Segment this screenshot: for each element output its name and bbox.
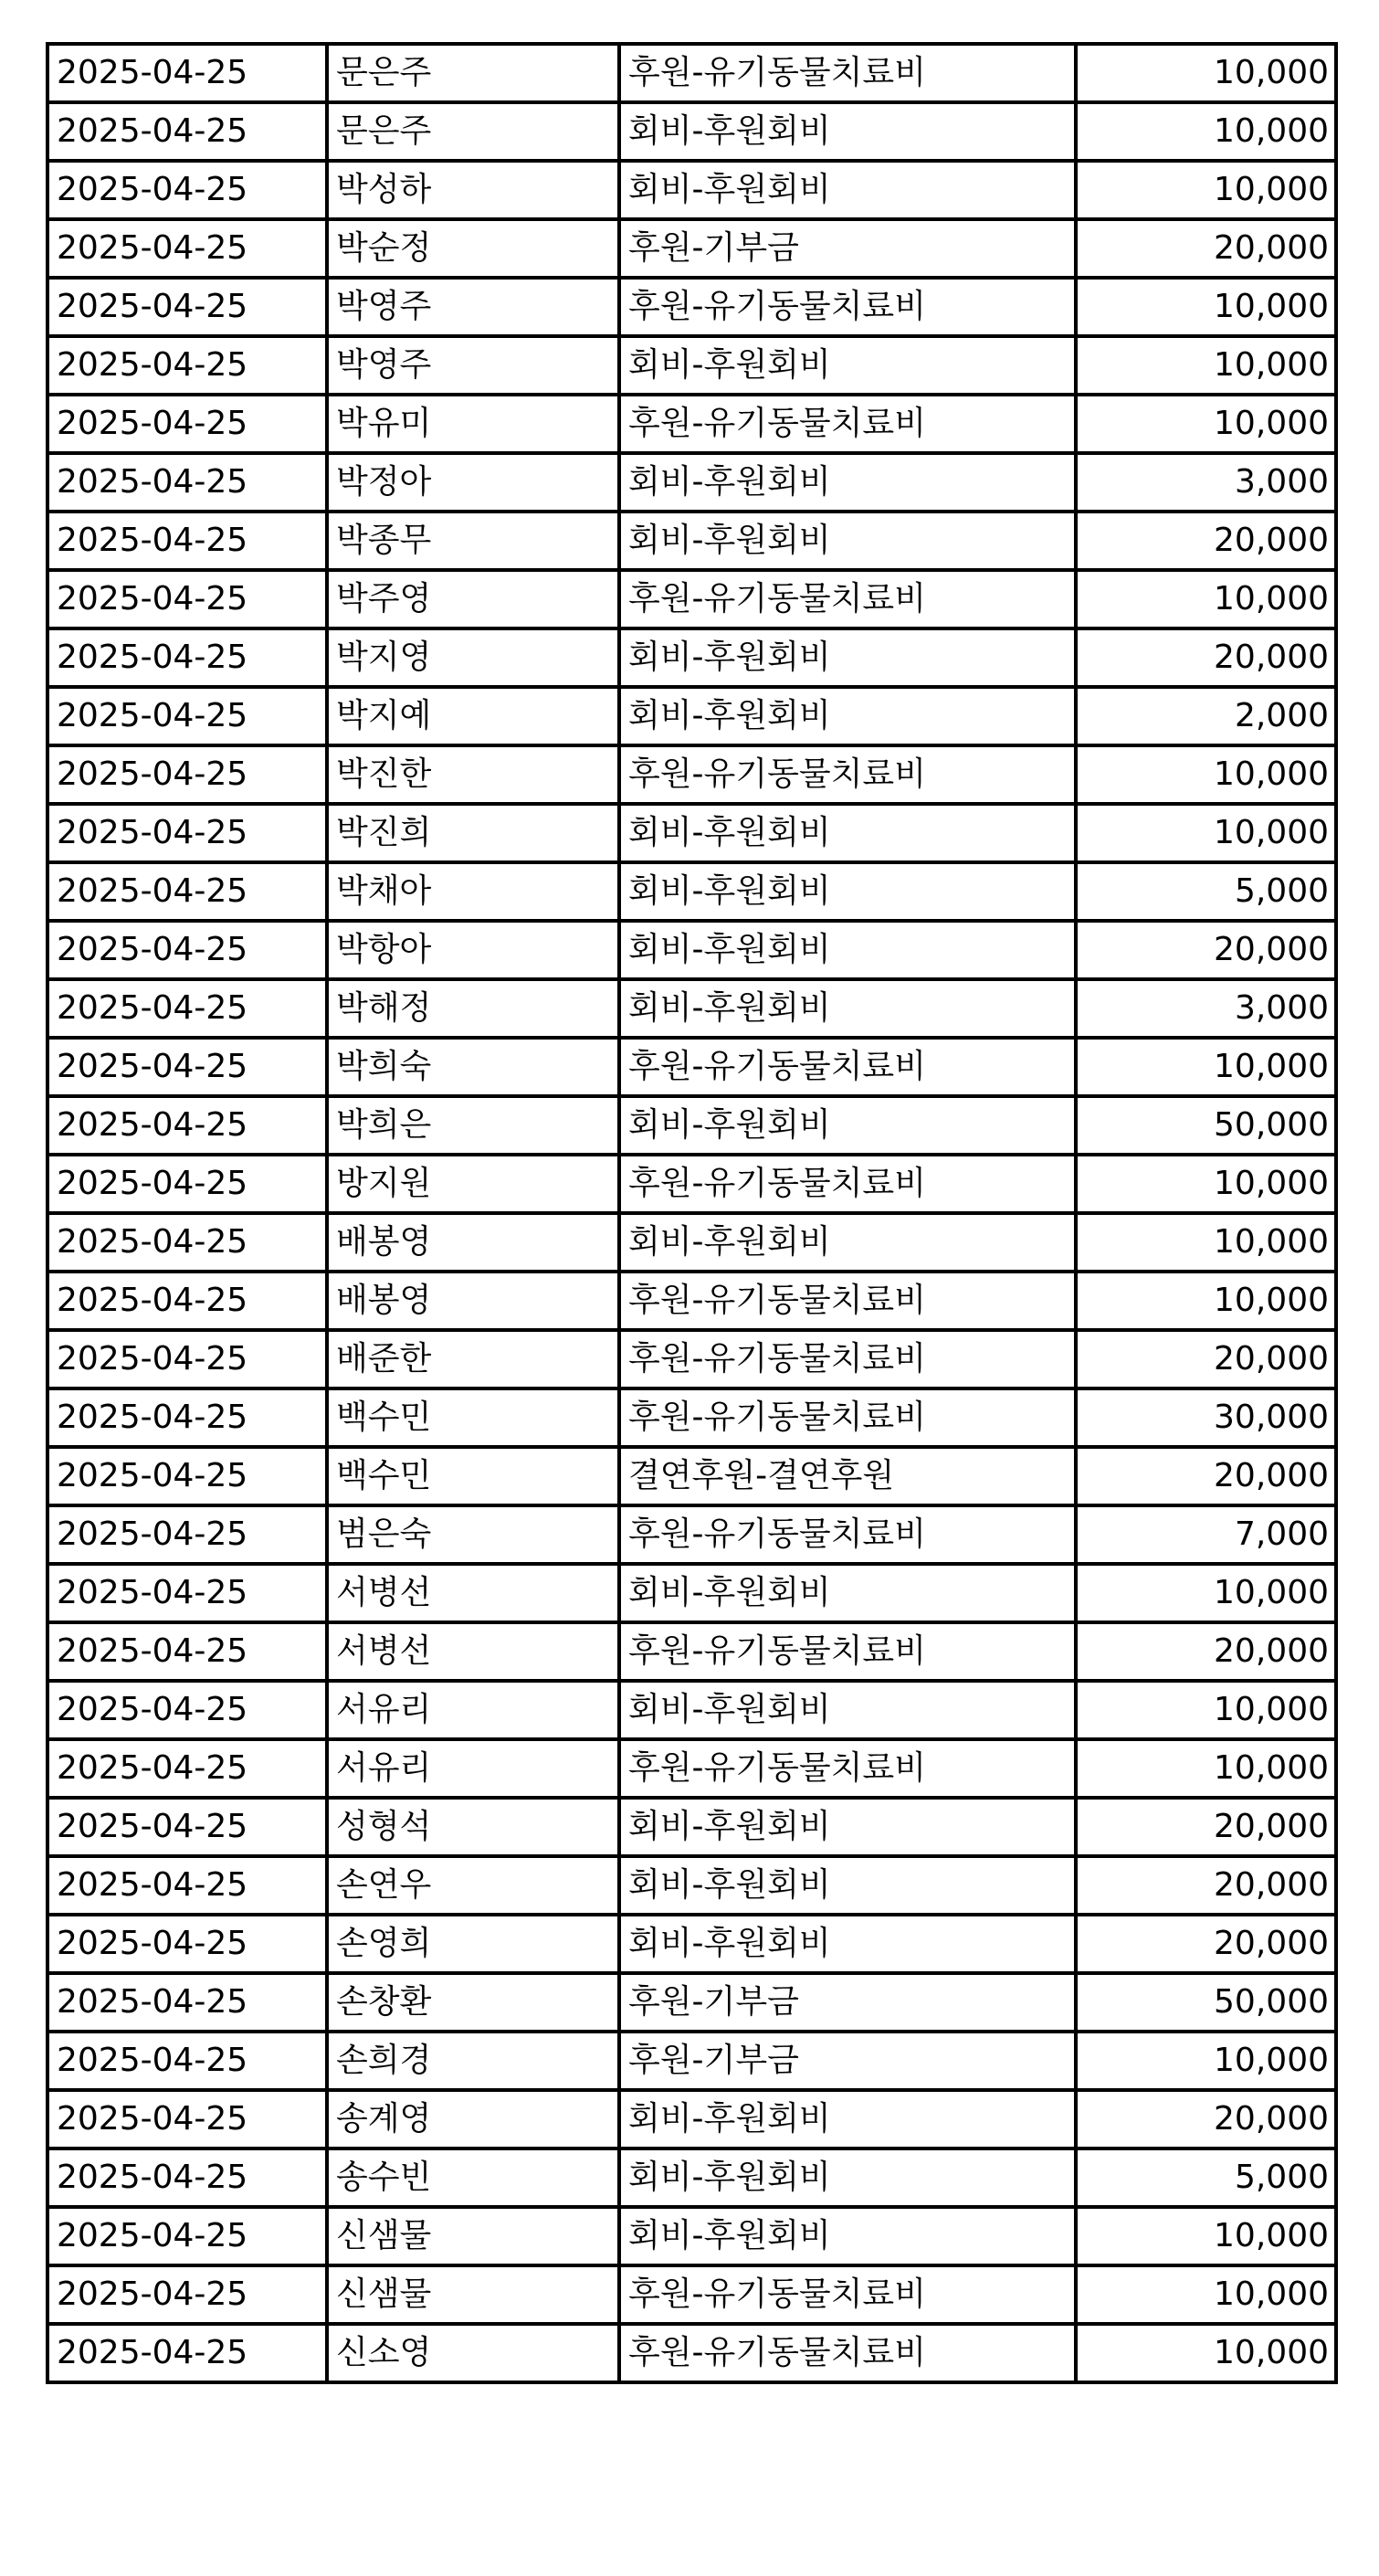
category-cell: 후원-유기동물치료비 [619,2324,1076,2382]
donor-name-cell: 서유리 [327,1681,619,1739]
amount-cell: 10,000 [1076,804,1336,862]
date-cell: 2025-04-25 [47,1915,327,1973]
date-cell: 2025-04-25 [47,1330,327,1388]
date-cell: 2025-04-25 [47,1096,327,1155]
date-cell: 2025-04-25 [47,1564,327,1622]
amount-cell: 50,000 [1076,1096,1336,1155]
category-cell: 후원-유기동물치료비 [619,1038,1076,1096]
amount-cell: 10,000 [1076,1155,1336,1213]
date-cell: 2025-04-25 [47,862,327,921]
donation-ledger-table [46,42,1338,2384]
table-row [47,862,1336,921]
date-cell: 2025-04-25 [47,2324,327,2382]
table-row [47,1564,1336,1622]
amount-cell: 10,000 [1076,1681,1336,1739]
date-cell: 2025-04-25 [47,1388,327,1447]
table-row [47,512,1336,570]
table-row [47,628,1336,687]
donor-name-cell: 박성하 [327,161,619,219]
table-row [47,278,1336,336]
date-cell: 2025-04-25 [47,219,327,278]
date-cell: 2025-04-25 [47,278,327,336]
amount-cell: 10,000 [1076,1272,1336,1330]
category-cell: 후원-유기동물치료비 [619,1155,1076,1213]
donor-name-cell: 송수빈 [327,2148,619,2207]
amount-cell: 20,000 [1076,1915,1336,1973]
donor-name-cell: 박종무 [327,512,619,570]
date-cell: 2025-04-25 [47,745,327,804]
donor-name-cell: 신샘물 [327,2265,619,2324]
amount-cell: 20,000 [1076,219,1336,278]
category-cell: 후원-유기동물치료비 [619,1622,1076,1681]
table-row [47,336,1336,395]
category-cell: 후원-기부금 [619,219,1076,278]
date-cell: 2025-04-25 [47,44,327,102]
date-cell: 2025-04-25 [47,570,327,628]
category-cell: 회비-후원회비 [619,512,1076,570]
donor-name-cell: 박진한 [327,745,619,804]
category-cell: 후원-유기동물치료비 [619,278,1076,336]
amount-cell: 20,000 [1076,1330,1336,1388]
date-cell: 2025-04-25 [47,1798,327,1856]
donor-name-cell: 박정아 [327,453,619,512]
table-row [47,1739,1336,1798]
category-cell: 회비-후원회비 [619,2148,1076,2207]
amount-cell: 7,000 [1076,1505,1336,1564]
date-cell: 2025-04-25 [47,1038,327,1096]
date-cell: 2025-04-25 [47,2032,327,2090]
amount-cell: 20,000 [1076,1447,1336,1505]
category-cell: 회비-후원회비 [619,1096,1076,1155]
date-cell: 2025-04-25 [47,453,327,512]
amount-cell: 10,000 [1076,336,1336,395]
donor-name-cell: 백수민 [327,1447,619,1505]
amount-cell: 10,000 [1076,2032,1336,2090]
amount-cell: 20,000 [1076,512,1336,570]
amount-cell: 10,000 [1076,2265,1336,2324]
donor-name-cell: 손영희 [327,1915,619,1973]
category-cell: 후원-유기동물치료비 [619,44,1076,102]
table-row [47,2032,1336,2090]
table-row [47,1681,1336,1739]
donor-name-cell: 백수민 [327,1388,619,1447]
amount-cell: 20,000 [1076,921,1336,979]
category-cell: 후원-유기동물치료비 [619,1388,1076,1447]
category-cell: 회비-후원회비 [619,804,1076,862]
donor-name-cell: 신소영 [327,2324,619,2382]
amount-cell: 10,000 [1076,2324,1336,2382]
amount-cell: 10,000 [1076,395,1336,453]
table-row [47,1155,1336,1213]
category-cell: 회비-후원회비 [619,2207,1076,2265]
date-cell: 2025-04-25 [47,336,327,395]
amount-cell: 10,000 [1076,278,1336,336]
date-cell: 2025-04-25 [47,804,327,862]
donor-name-cell: 박유미 [327,395,619,453]
date-cell: 2025-04-25 [47,395,327,453]
amount-cell: 5,000 [1076,2148,1336,2207]
date-cell: 2025-04-25 [47,687,327,745]
donor-name-cell: 서병선 [327,1622,619,1681]
amount-cell: 3,000 [1076,979,1336,1038]
amount-cell: 20,000 [1076,628,1336,687]
amount-cell: 20,000 [1076,2090,1336,2148]
table-row [47,102,1336,161]
category-cell: 회비-후원회비 [619,1915,1076,1973]
donor-name-cell: 박채아 [327,862,619,921]
amount-cell: 10,000 [1076,1038,1336,1096]
amount-cell: 20,000 [1076,1798,1336,1856]
donor-name-cell: 박주영 [327,570,619,628]
table-row [47,804,1336,862]
table-row [47,2265,1336,2324]
table-row [47,2207,1336,2265]
table-row [47,453,1336,512]
donor-name-cell: 박진희 [327,804,619,862]
category-cell: 회비-후원회비 [619,628,1076,687]
amount-cell: 10,000 [1076,1213,1336,1272]
ledger-body [47,44,1336,2382]
category-cell: 회비-후원회비 [619,1213,1076,1272]
table-row [47,2090,1336,2148]
donor-name-cell: 서유리 [327,1739,619,1798]
table-row [47,2148,1336,2207]
date-cell: 2025-04-25 [47,1739,327,1798]
date-cell: 2025-04-25 [47,1155,327,1213]
date-cell: 2025-04-25 [47,1213,327,1272]
donor-name-cell: 박희숙 [327,1038,619,1096]
amount-cell: 50,000 [1076,1973,1336,2032]
category-cell: 회비-후원회비 [619,1681,1076,1739]
category-cell: 회비-후원회비 [619,1798,1076,1856]
table-row [47,979,1336,1038]
donor-name-cell: 문은주 [327,102,619,161]
table-row [47,1213,1336,1272]
amount-cell: 10,000 [1076,1739,1336,1798]
donor-name-cell: 박영주 [327,336,619,395]
table-row [47,1330,1336,1388]
category-cell: 후원-유기동물치료비 [619,395,1076,453]
amount-cell: 10,000 [1076,102,1336,161]
table-row [47,570,1336,628]
table-row [47,1915,1336,1973]
amount-cell: 10,000 [1076,161,1336,219]
date-cell: 2025-04-25 [47,1973,327,2032]
donor-name-cell: 박영주 [327,278,619,336]
category-cell: 회비-후원회비 [619,1564,1076,1622]
donor-name-cell: 성형석 [327,1798,619,1856]
table-row [47,1973,1336,2032]
category-cell: 후원-유기동물치료비 [619,570,1076,628]
table-row [47,44,1336,102]
date-cell: 2025-04-25 [47,979,327,1038]
table-row [47,219,1336,278]
donor-name-cell: 범은숙 [327,1505,619,1564]
category-cell: 회비-후원회비 [619,687,1076,745]
donor-name-cell: 손창환 [327,1973,619,2032]
amount-cell: 2,000 [1076,687,1336,745]
donor-name-cell: 방지원 [327,1155,619,1213]
category-cell: 회비-후원회비 [619,102,1076,161]
donor-name-cell: 박해정 [327,979,619,1038]
date-cell: 2025-04-25 [47,102,327,161]
date-cell: 2025-04-25 [47,161,327,219]
category-cell: 회비-후원회비 [619,336,1076,395]
category-cell: 후원-유기동물치료비 [619,1272,1076,1330]
table-row [47,1622,1336,1681]
donor-name-cell: 배봉영 [327,1213,619,1272]
category-cell: 회비-후원회비 [619,2090,1076,2148]
category-cell: 후원-유기동물치료비 [619,745,1076,804]
date-cell: 2025-04-25 [47,1505,327,1564]
table-row [47,2324,1336,2382]
table-row [47,1272,1336,1330]
donor-name-cell: 배준한 [327,1330,619,1388]
table-row [47,1447,1336,1505]
table-row [47,1096,1336,1155]
amount-cell: 10,000 [1076,1564,1336,1622]
donor-name-cell: 박지예 [327,687,619,745]
donor-name-cell: 박희은 [327,1096,619,1155]
date-cell: 2025-04-25 [47,2265,327,2324]
date-cell: 2025-04-25 [47,1856,327,1915]
donor-name-cell: 손연우 [327,1856,619,1915]
category-cell: 회비-후원회비 [619,453,1076,512]
amount-cell: 10,000 [1076,570,1336,628]
date-cell: 2025-04-25 [47,628,327,687]
date-cell: 2025-04-25 [47,1681,327,1739]
table-row [47,1038,1336,1096]
table-row [47,745,1336,804]
date-cell: 2025-04-25 [47,2148,327,2207]
category-cell: 후원-유기동물치료비 [619,1505,1076,1564]
table-row [47,395,1336,453]
category-cell: 회비-후원회비 [619,161,1076,219]
amount-cell: 20,000 [1076,1856,1336,1915]
category-cell: 회비-후원회비 [619,979,1076,1038]
date-cell: 2025-04-25 [47,1447,327,1505]
amount-cell: 30,000 [1076,1388,1336,1447]
donor-name-cell: 박지영 [327,628,619,687]
donor-name-cell: 신샘물 [327,2207,619,2265]
table-row [47,1798,1336,1856]
donor-name-cell: 손희경 [327,2032,619,2090]
donor-name-cell: 송계영 [327,2090,619,2148]
category-cell: 후원-유기동물치료비 [619,2265,1076,2324]
table-row [47,161,1336,219]
donor-name-cell: 박항아 [327,921,619,979]
date-cell: 2025-04-25 [47,921,327,979]
table-row [47,1505,1336,1564]
table-row [47,921,1336,979]
amount-cell: 10,000 [1076,745,1336,804]
table-row [47,1856,1336,1915]
amount-cell: 10,000 [1076,44,1336,102]
category-cell: 후원-유기동물치료비 [619,1739,1076,1798]
category-cell: 후원-기부금 [619,1973,1076,2032]
amount-cell: 3,000 [1076,453,1336,512]
category-cell: 회비-후원회비 [619,1856,1076,1915]
date-cell: 2025-04-25 [47,512,327,570]
donor-name-cell: 서병선 [327,1564,619,1622]
donor-name-cell: 문은주 [327,44,619,102]
category-cell: 후원-유기동물치료비 [619,1330,1076,1388]
category-cell: 회비-후원회비 [619,921,1076,979]
category-cell: 회비-후원회비 [619,862,1076,921]
category-cell: 후원-기부금 [619,2032,1076,2090]
amount-cell: 20,000 [1076,1622,1336,1681]
category-cell: 결연후원-결연후원 [619,1447,1076,1505]
table-row [47,687,1336,745]
donor-name-cell: 배봉영 [327,1272,619,1330]
date-cell: 2025-04-25 [47,1272,327,1330]
table-row [47,1388,1336,1447]
date-cell: 2025-04-25 [47,2207,327,2265]
amount-cell: 5,000 [1076,862,1336,921]
date-cell: 2025-04-25 [47,2090,327,2148]
date-cell: 2025-04-25 [47,1622,327,1681]
amount-cell: 10,000 [1076,2207,1336,2265]
donor-name-cell: 박순정 [327,219,619,278]
